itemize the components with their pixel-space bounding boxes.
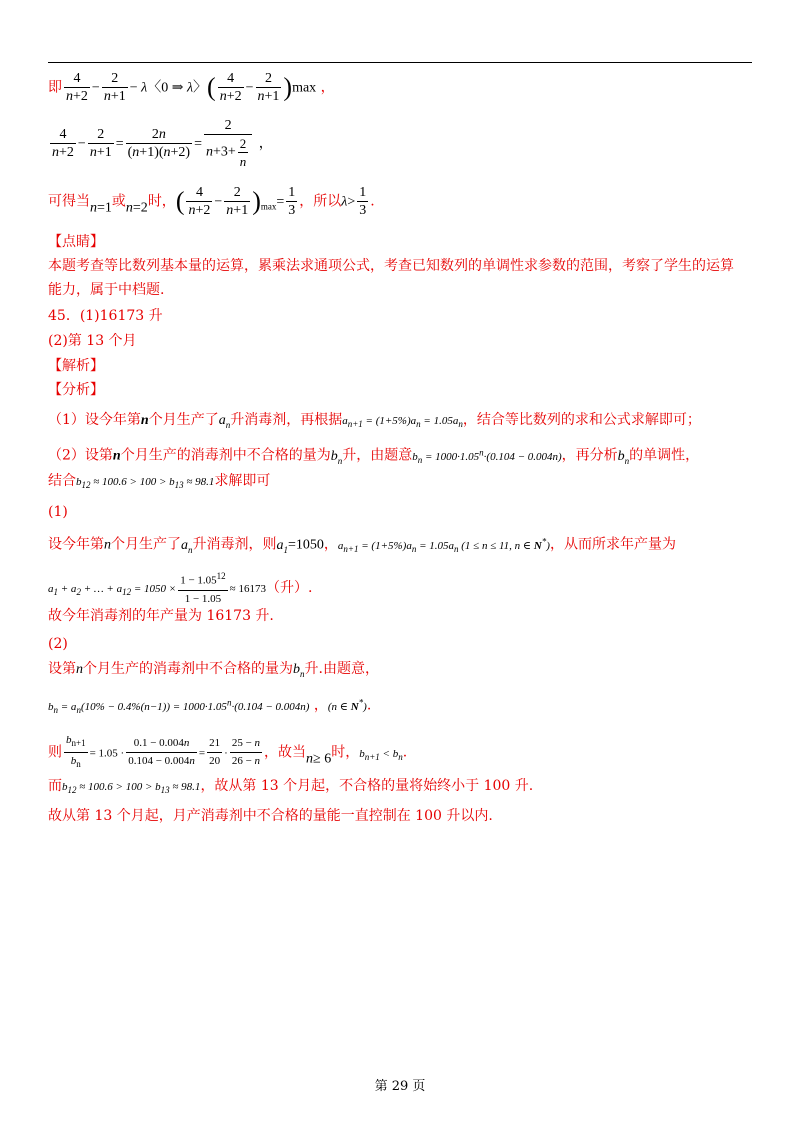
- tag-fenxi: 【分析】: [48, 382, 104, 398]
- fraction: $\frac{2}{n+1}$: [103, 71, 126, 104]
- analysis-3: 结合$b_{12} \approx 100.6 > 100 > b_{13} \approx 98.1$求解即可: [48, 473, 271, 491]
- solution-sum: $a_1 + a_2$ + … + $a_{12} = 1050$ × $\frac{1 - 1.05^{12}}{1 - 1.05}$ ≈ 16173（升）.: [48, 568, 312, 608]
- fraction: $\frac{4}{n+2}$: [66, 71, 88, 104]
- line-2: $\frac{4}{n+2}$ − $\frac{2}{n+1}$ = $\frac{2n}{(n+1)(n+2)}$ = 2 n+3+ $\frac{2}{n}$ ，: [52, 118, 273, 169]
- solution-1: 设今年第n个月生产了$a_n$升消毒剂，则$a_1=1050$，$a_{n+1} = (1+5\%)a_n = 1.05a_n$ (1 ≤ n ≤ 11, n ∈ N*)，从而所求年产量为: [48, 536, 676, 555]
- analysis-1: （1）设今年第n个月生产了$a_n$升消毒剂，再根据$a_{n+1} = (1+5\%)a_n = 1.05a_n$，结合等比数列的求和公式求解即可；: [48, 412, 701, 430]
- analysis-2: （2）设第n个月生产的消毒剂中不合格的量为$b_n$升，由题意$b_n = 1000\cdot 1.05^n\cdot(0.104 - 0.004n)$，再分析$b_n$的单调性，: [48, 447, 700, 466]
- top-rule: [48, 62, 752, 63]
- text-line: 能力，属于中档题.: [48, 282, 165, 298]
- line-1: 即 $\frac{4}{n+2}$ − $\frac{2}{n+1}$ − λ〈0 ⇒ λ〉( $\frac{4}{n+2}$ − $\frac{2}{n+1}$ )max ，: [48, 71, 335, 104]
- answer-2: (2)第 13 个月: [48, 333, 137, 349]
- conclusion-2a: 而$b_{12} \approx 100.6 > 100 > b_{13} \approx 98.1$，故从第 13 个月起，不合格的量将始终小于 100 升.: [48, 778, 534, 796]
- part-1-label: (1): [48, 504, 68, 520]
- conclusion-1: 故今年消毒剂的年产量为 16173 升.: [48, 608, 274, 624]
- text-line: 本题考查等比数列基本量的运算，累乘法求通项公式，考查已知数列的单调性求参数的范围，考察了学生的运算: [48, 258, 734, 274]
- page-number: 第 29 页: [374, 1079, 426, 1094]
- text: 即: [48, 79, 62, 96]
- fraction: $\frac{4}{n+2}$: [219, 71, 242, 104]
- fraction: $\frac{2}{n+1}$: [257, 71, 280, 104]
- conclusion-2b: 故从第 13 个月起，月产消毒剂中不合格的量能一直控制在 100 升以内.: [48, 808, 493, 824]
- solution-2: 设第n个月生产的消毒剂中不合格的量为$b_n$升.由题意，: [48, 661, 379, 679]
- tag-dianjing: 【点睛】: [48, 234, 104, 250]
- answer-1: 45．(1)16173 升: [48, 308, 163, 324]
- formula-bn: $b_n = a_n(10\% - 0.4\%(n-1)) = 1000\cdot 1.05^n\cdot(0.104 - 0.004n)$ ，(n ∈ N*).: [48, 697, 372, 715]
- tag-jiexi: 【解析】: [48, 358, 104, 374]
- line-3: 可得当n=1或n=2时，( $\frac{4}{n+2}$ − $\frac{2}{n+1}$ )$_{max}=$ $\frac{1}{3}$ ，所以λ> $\frac{1}{3}$ .: [48, 185, 375, 218]
- ratio-line: 则 $\frac{b_{n+1}}{b_n}$ = 1.05 · $\frac{0.1 - 0.004n}{0.104 - 0.004n}$ = $\frac{21}{20}$ · $\frac{25 - n}{26 - n}$ ，故当n≥ 6时，$b_{n+1} < b_n$.: [48, 734, 408, 770]
- part-2-label: (2): [48, 636, 68, 652]
